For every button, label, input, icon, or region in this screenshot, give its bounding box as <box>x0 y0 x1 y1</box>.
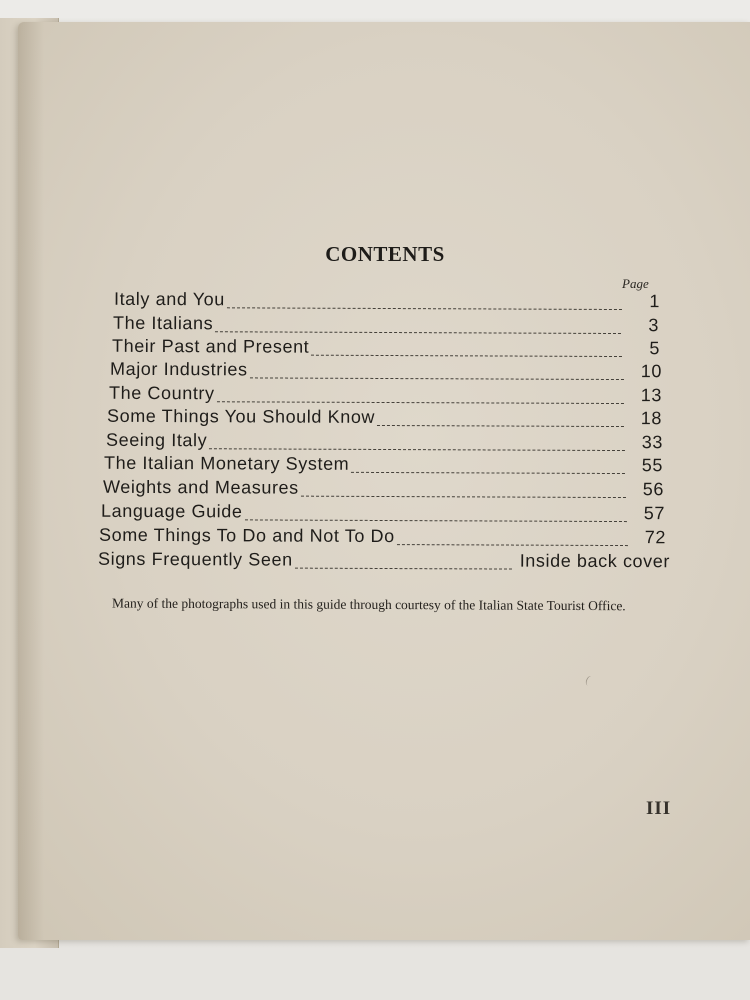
toc-entry-label: Weights and Measures <box>102 476 299 498</box>
toc-entry <box>114 289 660 315</box>
toc-entry <box>99 525 666 551</box>
toc-entry-page: 18 <box>640 408 663 429</box>
toc-entry-page: 13 <box>640 385 663 406</box>
toc-entry-page: 55 <box>641 455 664 476</box>
toc-entry-label: The Italian Monetary System <box>103 452 350 474</box>
toc-leader-dots <box>215 331 621 334</box>
toc-leader-dots <box>351 471 625 473</box>
toc-entry-page: 57 <box>643 503 666 524</box>
toc-entry-label: Major Industries <box>109 358 248 380</box>
toc-entry <box>110 359 662 385</box>
toc-leader-dots <box>227 307 622 310</box>
toc-entry-label: Seeing Italy <box>105 429 208 451</box>
toc-entry-page: 10 <box>640 361 663 382</box>
toc-leader-dots <box>250 377 624 380</box>
toc-entry-label: The Italians <box>112 312 214 334</box>
toc-leader-dots <box>245 519 627 522</box>
toc-entry-page: 3 <box>648 315 660 336</box>
toc-leader-dots <box>377 424 624 426</box>
toc-leader-dots <box>209 448 625 451</box>
toc-entry <box>107 406 662 432</box>
toc-entry-page: 5 <box>649 338 661 359</box>
toc-entry <box>98 549 670 575</box>
toc-entry-label: Signs Frequently Seen <box>97 548 293 570</box>
toc-entry-label: The Country <box>108 382 215 404</box>
toc-leader-dots <box>311 354 622 356</box>
toc-entry-label: Italy and You <box>113 288 225 310</box>
toc-leader-dots <box>301 495 626 497</box>
toc-entry-label: Language Guide <box>100 500 243 522</box>
page-title: CONTENTS <box>325 242 445 267</box>
toc-entry <box>103 477 664 503</box>
toc-entry-page: 56 <box>642 479 665 500</box>
toc-entry-page: 1 <box>649 291 661 312</box>
toc-leader-dots <box>397 544 628 546</box>
toc-entry-label: Their Past and Present <box>111 335 310 357</box>
toc-entry-page: Inside back cover <box>519 550 671 572</box>
toc-entry <box>101 501 665 527</box>
photo-credit-note: Many of the photographs used in this guide through courtesy of the Italian State Tourist Office. <box>111 595 626 613</box>
toc-entry-label: Some Things You Should Know <box>106 405 376 427</box>
toc-leader-dots <box>217 401 624 404</box>
toc-entry-label: Some Things To Do and Not To Do <box>98 524 395 547</box>
toc-entry-page: 72 <box>644 527 667 548</box>
page-number: III <box>646 798 672 819</box>
page-column-header: Page <box>622 276 649 291</box>
toc-entry <box>104 453 663 479</box>
toc-leader-dots <box>295 567 512 569</box>
toc-entry-page: 33 <box>641 432 664 453</box>
